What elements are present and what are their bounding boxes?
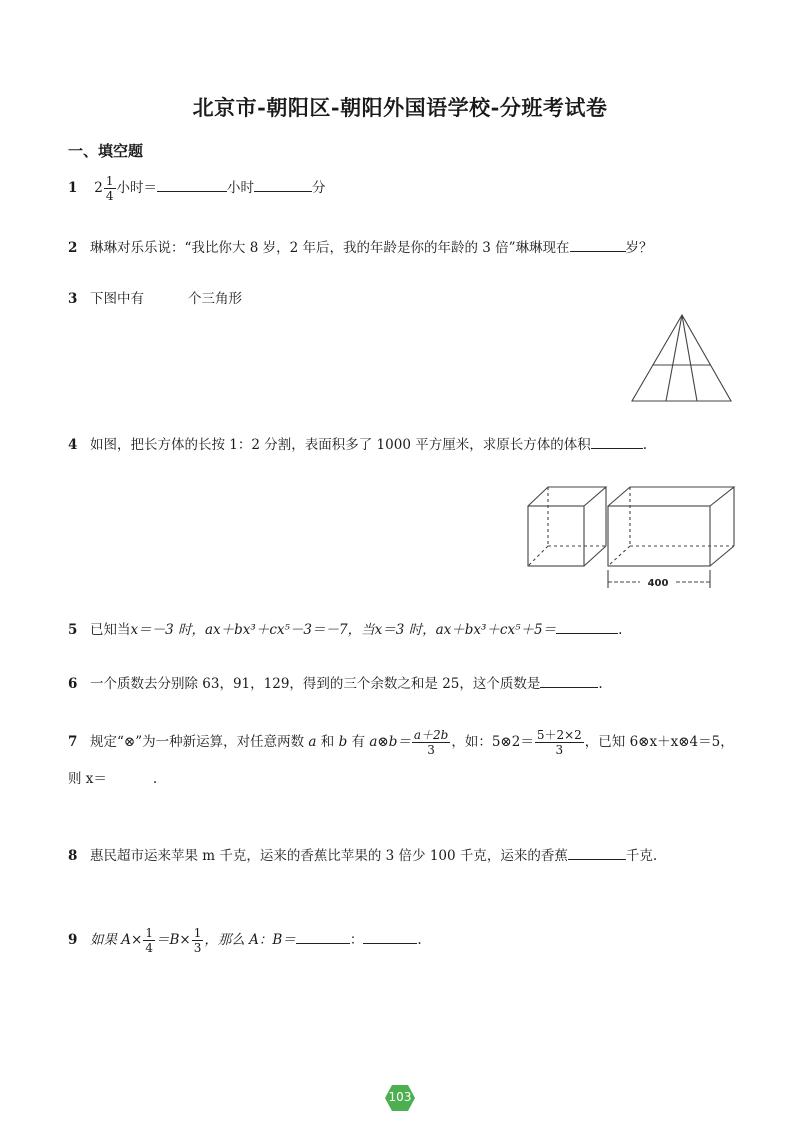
question-1: 1 2 $\frac{1}{4}$ 小时＝ 小时 分 [68, 174, 326, 203]
example-fraction: $\frac{5+2\times 2}{3}$ [536, 728, 582, 757]
answer-blank[interactable] [157, 177, 227, 192]
question-4: 4 如图，把长方体的长按 1：2 分割，表面积多了 1000 平方厘米，求原长方体的体积 . [68, 434, 647, 456]
answer-blank[interactable] [556, 619, 618, 634]
answer-blank[interactable] [296, 929, 350, 944]
question-5: 5 已知当x＝－3 时，ax＋bx³＋cx⁵－3＝－7，当x＝3 时，ax＋bx³＋cx⁵＋5＝ . [68, 619, 622, 641]
page-number-badge [384, 1084, 416, 1112]
page-title: 北京市-朝阳区-朝阳外国语学校-分班考试卷 [192, 95, 608, 120]
page-number: 103 [388, 1090, 412, 1104]
question-2: 2 琳琳对乐乐说：“我比你大 8 岁，2 年后，我的年龄是你的年龄的 3 倍”琳琳现在 岁？ [68, 237, 653, 259]
question-7: 7 规定“⊗”为一种新运算，对任意两数 a 和 b 有 a⊗b＝ $\frac{a+2b}{3}$ ，如：5⊗2＝ $\frac{5+2\times 2}{3}$ ，已知 6⊗x＋x⊗4＝5， [68, 728, 734, 757]
answer-blank[interactable] [363, 929, 417, 944]
answer-blank[interactable] [570, 237, 626, 252]
mixed-number-whole: 2 [94, 180, 103, 196]
fraction-one-third: $\frac{1}{3}$ [193, 926, 202, 955]
dimension-label: 400 [647, 578, 669, 589]
answer-blank[interactable] [591, 434, 643, 449]
cuboid-figure [524, 482, 742, 592]
mixed-number-fraction: $\frac{1}{4}$ [105, 174, 114, 203]
section-heading: 一、填空题 [68, 142, 144, 160]
answer-blank[interactable] [254, 177, 312, 192]
definition-fraction: $\frac{a+2b}{3}$ [413, 728, 449, 757]
fraction-one-quarter: $\frac{1}{4}$ [145, 926, 153, 955]
question-7-line-2: 则 x＝ . [68, 771, 158, 787]
question-9: 9 如果 A× $\frac{1}{4}$ ＝B× $\frac{1}{3}$ ，那么 A：B＝ ： . [68, 926, 422, 955]
question-number: 1 [68, 180, 78, 196]
question-6: 6 一个质数去分别除 63，91，129，得到的三个余数之和是 25，这个质数是 . [68, 673, 603, 695]
question-8: 8 惠民超市运来苹果 m 千克，运来的香蕉比苹果的 3 倍少 100 千克，运来的香蕉 千克. [68, 845, 657, 867]
question-3: 3 下图中有 个三角形 [68, 291, 242, 307]
answer-blank[interactable] [540, 673, 598, 688]
triangle-figure [630, 312, 734, 404]
answer-blank[interactable] [568, 845, 626, 860]
